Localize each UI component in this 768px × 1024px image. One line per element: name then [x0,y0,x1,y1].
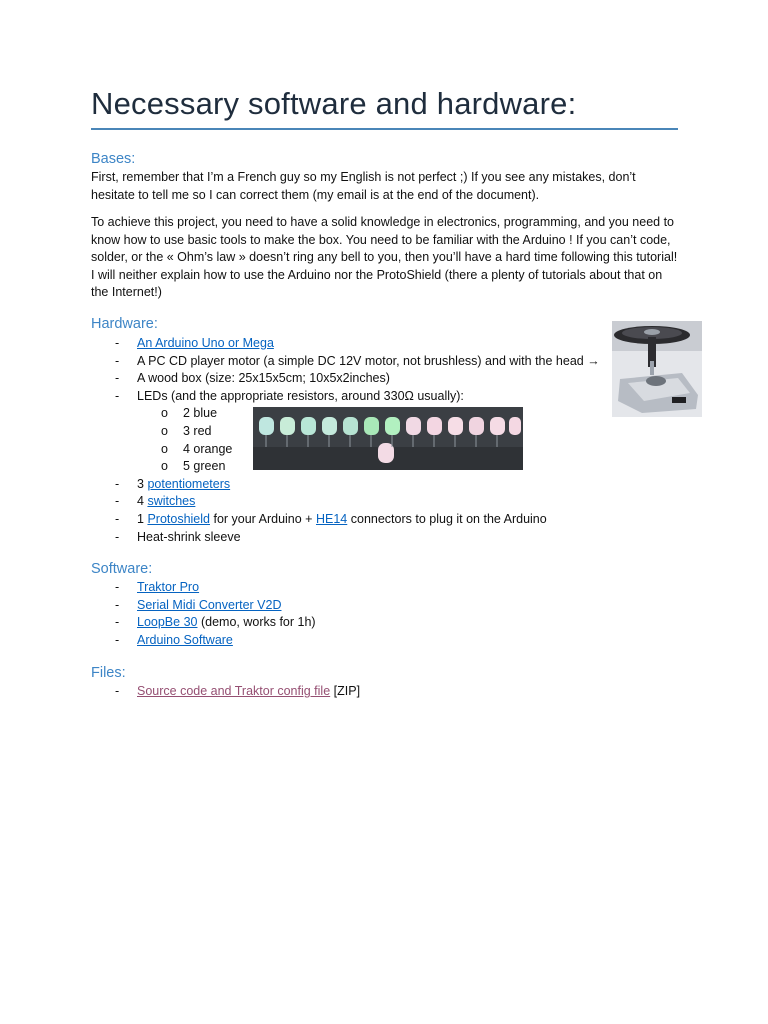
list-item [91,511,691,529]
count: 1 [137,511,144,526]
list-item [91,597,691,615]
serial-midi-converter-link[interactable]: Serial Midi Converter V2D [137,597,282,612]
loopbe30-link[interactable]: LoopBe 30 [137,615,198,630]
list-item [91,493,691,511]
title-underline [91,128,678,130]
potentiometers-link[interactable]: potentiometers [147,476,231,491]
list-item: - A PC CD player motor (a simple DC 12V motor, not brushless) and with the head → [91,353,691,371]
traktor-pro-link[interactable]: Traktor Pro [137,580,200,594]
list-item [91,579,691,597]
source-code-link[interactable]: Source code and Traktor config file [137,684,331,698]
list-item: o 4 orange [137,441,691,459]
list-item: o 3 red [137,423,691,441]
bases-heading: Bases: [91,151,136,167]
software-list [91,579,691,649]
list-item: o 5 green [137,458,691,476]
text: connectors to plug it on the Arduino [350,511,547,526]
he14-link[interactable]: HE14 [315,511,348,526]
list-item [91,335,691,353]
arduino-software-link[interactable]: Arduino Software [137,632,233,647]
list-item [91,632,691,650]
count: 4 [137,494,144,509]
switches-link[interactable]: switches [147,494,196,509]
software-heading: Software: [91,561,153,577]
leds-label: LEDs (and the appropriate resistors, around 330Ω usually): [137,388,464,403]
count: 3 [137,476,144,491]
list-item: - A wood box (size: 25x15x5cm; 10x5x2inches) [91,370,691,388]
bases-paragraph-1: First, remember that I’m a French guy so my English is not perfect ;) If you see any mistakes, don’t hesitate to tell me so I can correct them (my email is at the end of the document). [91,170,636,202]
cd-motor-photo [612,321,702,417]
text: (demo, works for 1h) [200,615,316,630]
files-heading: Files: [91,665,126,681]
list-item [91,683,691,701]
hardware-heading: Hardware: [91,316,158,332]
list-item: - Heat-shrink sleeve [91,529,691,547]
list-item [91,476,691,494]
text: for your Arduino + [213,511,313,526]
list-item: o 2 blue [137,405,691,423]
list-item [91,614,691,632]
text: [ZIP] [333,684,361,698]
leds-photo [253,407,523,470]
document-title: Necessary software and hardware: [91,86,577,121]
bases-paragraph-2: To achieve this project, you need to have a solid knowledge in electronics, programming, and you need to know how to use basic tools to make the box. You need to be familiar with the Arduino ! If you can’t code, solder, or the « Ohm’s law » doesn’t ring any bell to you, then you’ll have a hard time following this tutorial! I will neither explain how to use the Arduino nor the ProtoShield (there a plenty of tutorials about that on the Internet!) [91,215,678,300]
files-list [91,683,691,701]
arduino-link[interactable]: An Arduino Uno or Mega [137,336,274,350]
protoshield-link[interactable]: Protoshield [147,511,210,526]
